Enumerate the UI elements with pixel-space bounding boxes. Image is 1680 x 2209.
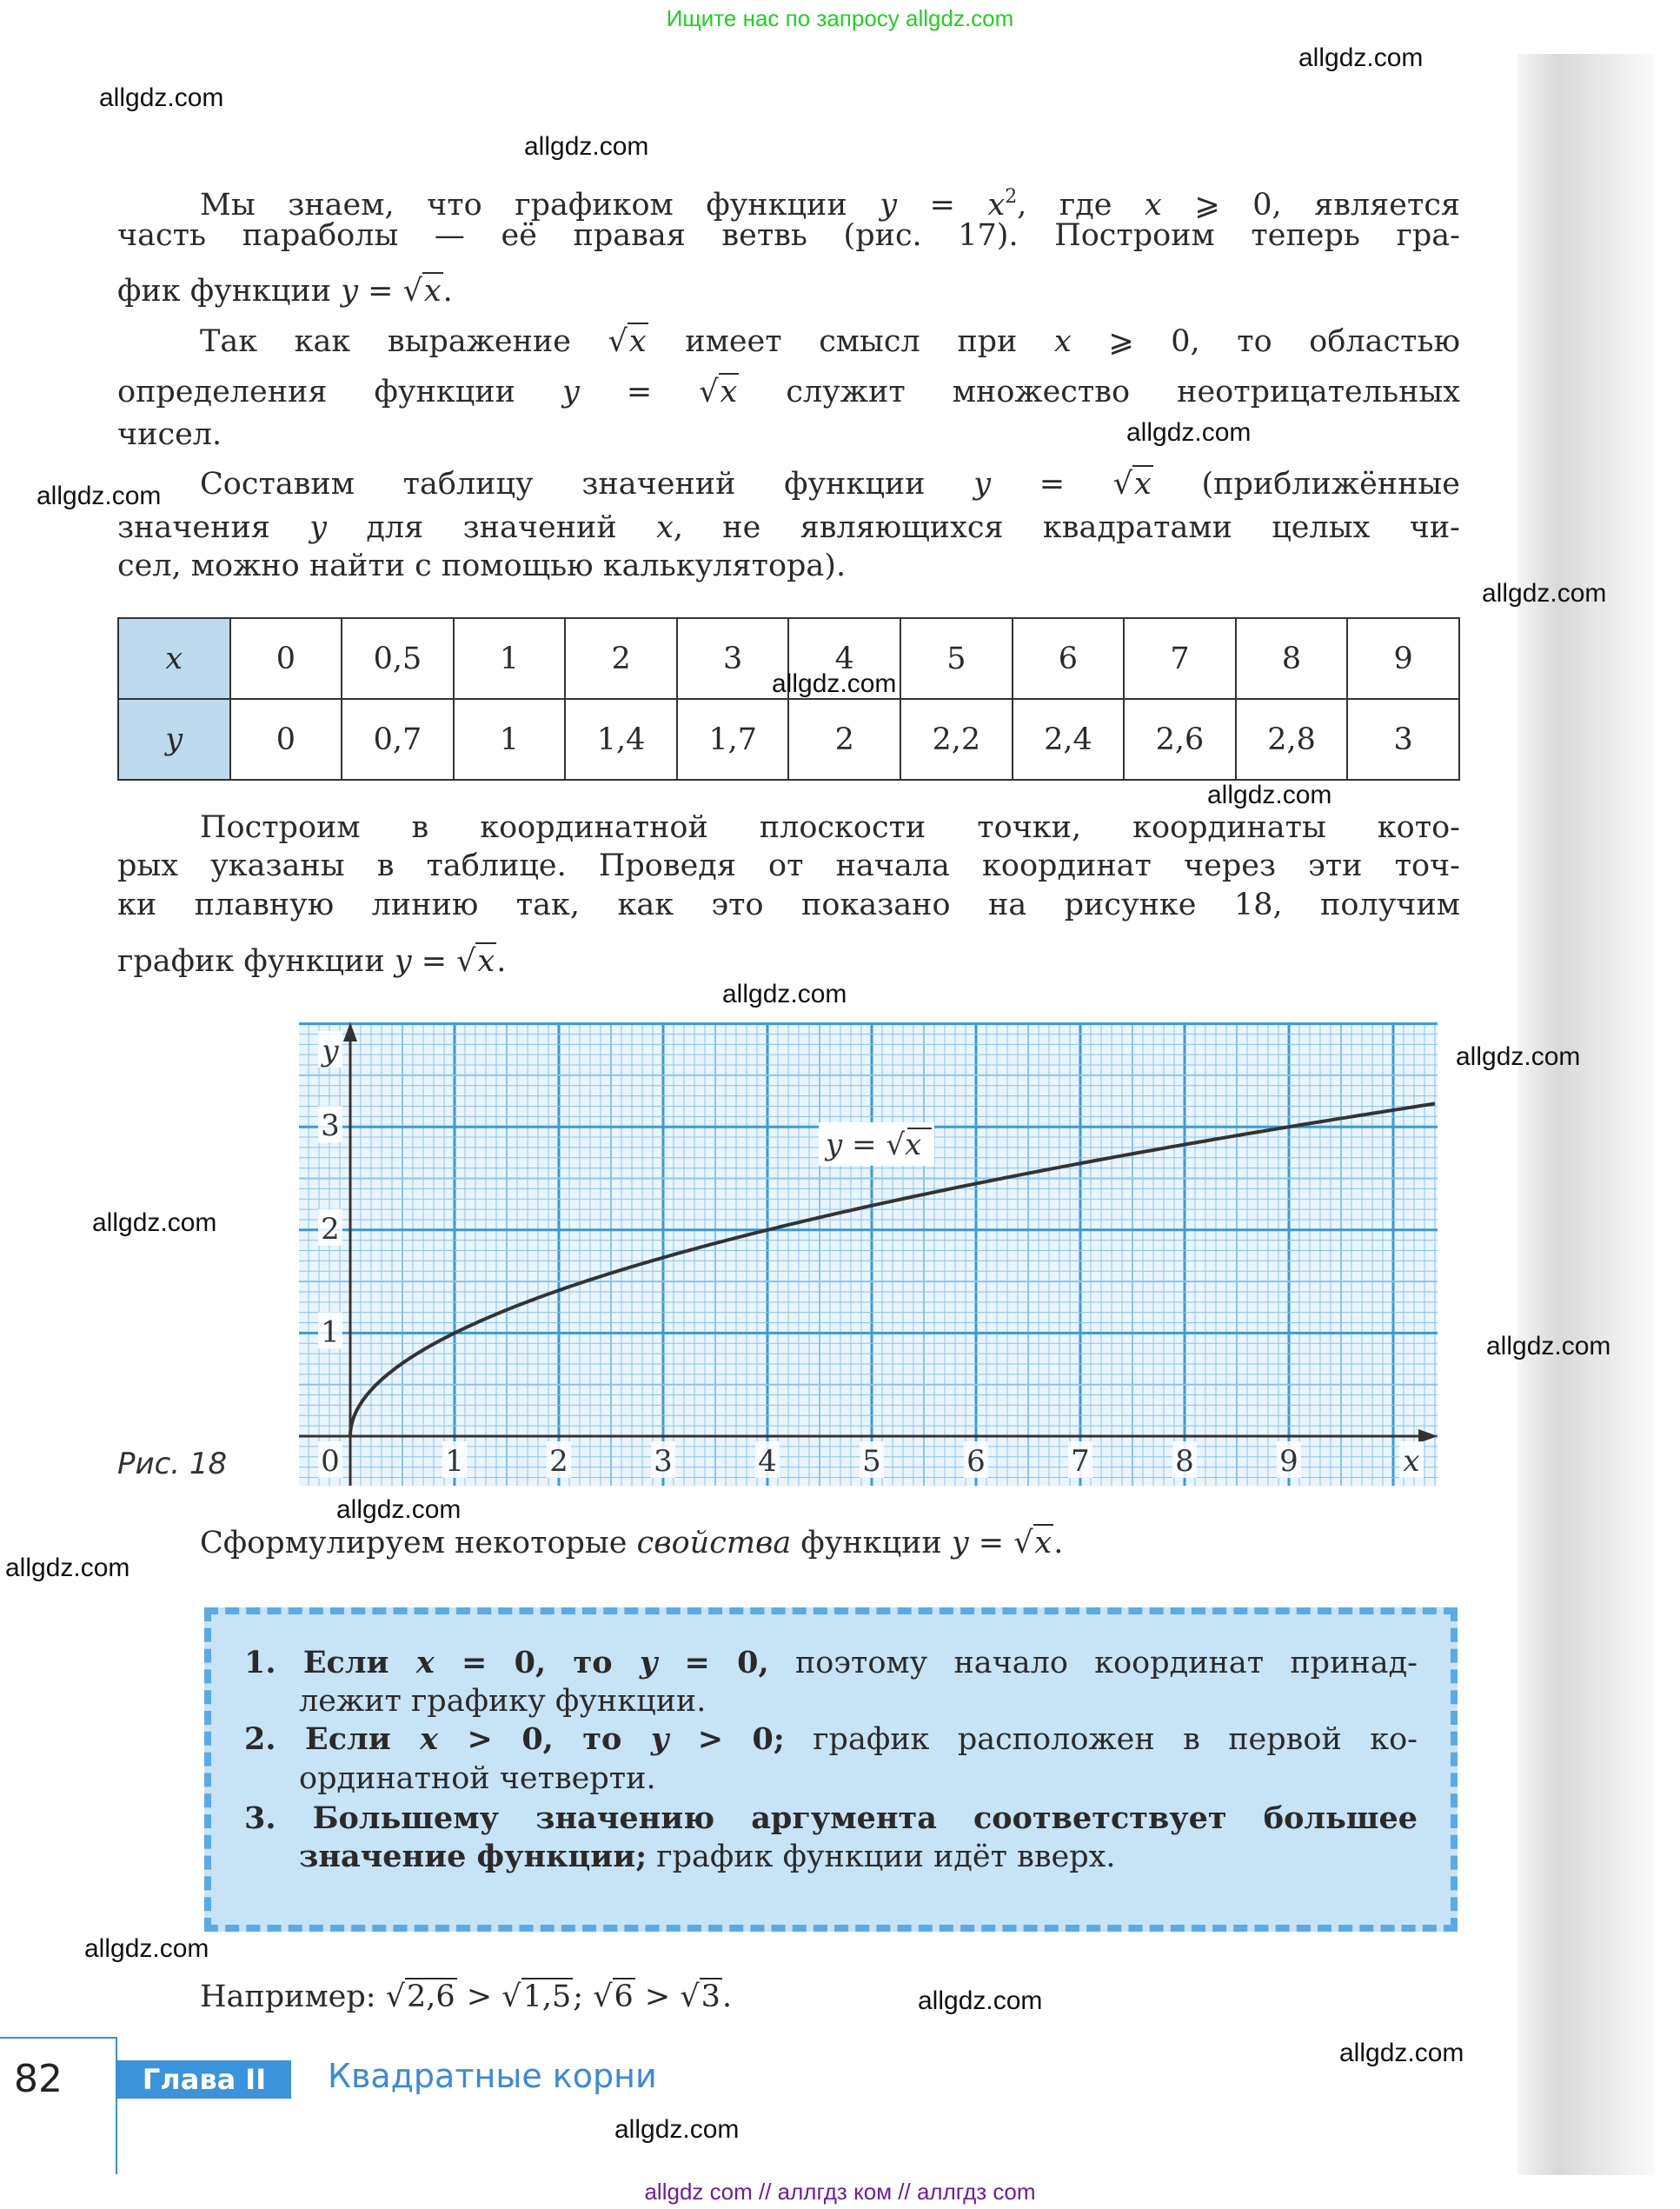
x-tick-label: 4 bbox=[758, 1444, 777, 1479]
text-run: Сформулируем некоторые bbox=[200, 1526, 637, 1560]
top-ad-text[interactable]: Ищите нас по запросу allgdz.com bbox=[666, 5, 1014, 31]
text-run: график расположен в первой ко- bbox=[784, 1722, 1418, 1757]
math-var: y bbox=[973, 467, 991, 502]
radicand: x bbox=[1134, 467, 1152, 502]
math-var: x bbox=[1145, 188, 1162, 223]
chapter-title: Квадратные корни bbox=[328, 2057, 657, 2095]
table-cell-x: 2 bbox=[565, 618, 677, 699]
text-run: > bbox=[456, 1979, 502, 2014]
text-run: ⩾ 0, является bbox=[1161, 188, 1461, 223]
text-run: , где bbox=[1017, 188, 1145, 223]
footer-divider-vertical bbox=[116, 2037, 117, 2174]
text-run: (приближённые bbox=[1152, 467, 1461, 502]
text-run: поэтому начало координат принад- bbox=[768, 1646, 1418, 1680]
sqrt-expression bbox=[403, 270, 443, 312]
text-run: ; bbox=[573, 1979, 594, 2014]
bold-text: = 0, то bbox=[434, 1645, 640, 1680]
text-line bbox=[117, 371, 1460, 413]
radicand: x bbox=[720, 375, 738, 409]
text-run: = bbox=[411, 944, 457, 979]
watermark-text[interactable]: allgdz.com bbox=[1482, 579, 1607, 608]
table-cell-x: 3 bbox=[677, 618, 789, 699]
math-var: y bbox=[880, 188, 898, 223]
text-run: чисел. bbox=[117, 417, 222, 452]
bold-text: > 0, то bbox=[438, 1721, 651, 1757]
curve-label-part: y bbox=[826, 1128, 843, 1162]
bold-text: 2. Если bbox=[244, 1721, 421, 1757]
table-cell-y: 1,7 bbox=[677, 699, 789, 780]
bold-text: > 0; bbox=[668, 1721, 785, 1757]
property-line bbox=[299, 1758, 1418, 1800]
text-run: ки плавную линию так, как это показано на рисунке 18, получим bbox=[117, 888, 1460, 922]
text-run: сел, можно найти с помощью калькулятора). bbox=[117, 549, 847, 583]
math-var: y bbox=[341, 274, 358, 309]
bold-text: значение функции; bbox=[299, 1839, 647, 1874]
table-cell-y: 1 bbox=[454, 699, 566, 780]
text-line bbox=[117, 807, 1460, 848]
text-run: для значений bbox=[327, 510, 657, 545]
x-tick-label: 2 bbox=[549, 1444, 568, 1479]
text-run: = bbox=[991, 467, 1113, 502]
sqrt-expression bbox=[1013, 1522, 1053, 1564]
watermark-text[interactable]: allgdz.com bbox=[524, 132, 649, 161]
watermark-text[interactable]: allgdz.com bbox=[92, 1208, 217, 1237]
bold-text: 1. Если bbox=[244, 1645, 416, 1680]
text-line bbox=[117, 321, 1460, 363]
text-run: рых указаны в таблице. Проведя от начала координат через эти точ- bbox=[117, 848, 1460, 883]
table-cell-y: 0,7 bbox=[342, 699, 454, 780]
text-line bbox=[117, 941, 1460, 982]
table-cell-y: 3 bbox=[1347, 699, 1459, 780]
watermark-text[interactable]: allgdz.com bbox=[1207, 781, 1332, 809]
table-cell-x: 5 bbox=[900, 618, 1013, 699]
x-tick-label: 8 bbox=[1175, 1444, 1194, 1479]
table-cell-y: 2,6 bbox=[1124, 699, 1236, 780]
property-line bbox=[299, 1680, 1418, 1722]
sqrt-expression bbox=[501, 1976, 573, 2018]
text-run: = bbox=[968, 1526, 1014, 1560]
text-run: значения bbox=[117, 510, 310, 545]
table-row-y bbox=[118, 699, 1459, 780]
watermark-text[interactable]: allgdz.com bbox=[772, 669, 897, 698]
sqrt-expression bbox=[699, 371, 739, 413]
text-run: фик функции bbox=[117, 274, 342, 309]
math-var: y bbox=[309, 510, 328, 545]
text-line bbox=[117, 414, 1460, 456]
text-run: = bbox=[579, 375, 700, 409]
radicand: x bbox=[477, 944, 495, 979]
x-tick-label: 9 bbox=[1279, 1444, 1298, 1479]
math-var: x bbox=[656, 510, 674, 545]
radical-sign-icon: √ bbox=[385, 1979, 406, 2014]
math-var: y bbox=[394, 944, 412, 979]
radicand: x bbox=[423, 274, 442, 309]
radicand: 3 bbox=[701, 1979, 720, 2014]
table-header-x: x bbox=[118, 618, 230, 699]
sqrt-graph bbox=[299, 1022, 1438, 1486]
example-line bbox=[117, 1976, 1460, 2018]
y-axis-label: y bbox=[322, 1034, 339, 1068]
table-cell-x: 8 bbox=[1236, 618, 1348, 699]
values-table bbox=[117, 617, 1460, 781]
text-run: график функции идёт вверх. bbox=[647, 1840, 1116, 1874]
text-run: Составим таблицу значений функции bbox=[200, 467, 974, 502]
radical-sign-icon: √ bbox=[402, 274, 422, 309]
x-tick-label: 6 bbox=[966, 1444, 986, 1479]
figure-caption: Рис. 18 bbox=[117, 1447, 228, 1481]
watermark-text[interactable]: allgdz.com bbox=[99, 83, 224, 112]
text-run: Построим в координатной плоскости точки, координаты кото- bbox=[200, 810, 1460, 845]
watermark-text[interactable]: allgdz.com bbox=[84, 1934, 209, 1963]
property-line bbox=[244, 1798, 1418, 1840]
text-line bbox=[117, 507, 1460, 549]
y-tick-label: 1 bbox=[321, 1314, 340, 1350]
property-line bbox=[244, 1719, 1418, 1760]
page-edge-shadow bbox=[1517, 54, 1655, 2175]
footer-divider bbox=[0, 2037, 117, 2039]
text-line bbox=[117, 545, 1460, 587]
table-cell-x: 7 bbox=[1124, 618, 1236, 699]
table-cell-x: 9 bbox=[1347, 618, 1459, 699]
y-tick-label: 3 bbox=[321, 1108, 340, 1144]
text-run: . bbox=[442, 274, 453, 309]
text-run: ⩾ 0, то областью bbox=[1071, 324, 1460, 359]
math-var: x bbox=[1053, 324, 1072, 359]
text-run: Так как выражение bbox=[200, 324, 608, 359]
sqrt-expression bbox=[386, 1976, 457, 2018]
table-cell-y: 2,8 bbox=[1236, 699, 1348, 780]
text-run: . bbox=[1053, 1526, 1064, 1560]
sqrt-expression bbox=[593, 1976, 635, 2018]
radicand: 6 bbox=[614, 1979, 634, 2014]
text-run: ординатной четверти. bbox=[299, 1761, 656, 1796]
radical-sign-icon: √ bbox=[456, 944, 476, 979]
x-tick-label: 3 bbox=[654, 1444, 673, 1479]
table-cell-y: 2 bbox=[788, 699, 900, 780]
curve-label-part: x bbox=[905, 1128, 922, 1162]
text-line bbox=[117, 215, 1460, 256]
table-cell-x: 0 bbox=[230, 618, 342, 699]
property-line bbox=[244, 1642, 1418, 1684]
watermark-text[interactable]: allgdz.com bbox=[722, 980, 847, 1008]
table-cell-x: 6 bbox=[1013, 618, 1125, 699]
text-run: Например: bbox=[200, 1979, 386, 2014]
bold-math-var: y bbox=[639, 1645, 658, 1680]
text-run: служит множество неотрицательных bbox=[739, 375, 1460, 409]
text-run: имеет смысл при bbox=[647, 324, 1054, 359]
superscript: 2 bbox=[1005, 186, 1018, 208]
watermark-text[interactable]: allgdz.com bbox=[336, 1495, 462, 1524]
math-var: y bbox=[561, 375, 580, 409]
radicand: x bbox=[628, 324, 647, 359]
sqrt-expression bbox=[456, 941, 496, 982]
radical-sign-icon: √ bbox=[680, 1979, 700, 2014]
radicand: 2,6 bbox=[407, 1979, 455, 2014]
text-run: график функции bbox=[117, 944, 395, 979]
radical-sign-icon: √ bbox=[501, 1979, 521, 2014]
watermark-text[interactable]: allgdz.com bbox=[37, 482, 162, 510]
table-cell-y: 2,2 bbox=[900, 699, 1013, 780]
watermark-text[interactable]: allgdz.com bbox=[5, 1554, 130, 1582]
radical-sign-icon: √ bbox=[608, 324, 628, 359]
radical-sign-icon: √ bbox=[593, 1979, 613, 2014]
bold-math-var: x bbox=[420, 1721, 439, 1757]
radicand: 1,5 bbox=[522, 1979, 572, 2014]
text-run: лежит графику функции. bbox=[299, 1684, 707, 1719]
watermark-text[interactable]: allgdz.com bbox=[918, 1986, 1043, 2015]
watermark-text[interactable]: allgdz.com bbox=[1298, 43, 1424, 72]
curve-label-part: = bbox=[842, 1128, 886, 1162]
radicand: x bbox=[1034, 1526, 1052, 1560]
text-run: часть параболы — её правая ветвь (рис. 17). Построим теперь гра- bbox=[117, 218, 1460, 253]
math-var: свойства bbox=[636, 1526, 792, 1560]
table-cell-x: 0,5 bbox=[342, 618, 454, 699]
math-var: y bbox=[951, 1526, 969, 1560]
table-cell-x: 1 bbox=[454, 618, 566, 699]
watermark-text[interactable]: allgdz.com bbox=[1456, 1042, 1581, 1071]
radical-sign-icon: √ bbox=[699, 375, 719, 409]
x-tick-label: 1 bbox=[445, 1444, 464, 1479]
x-tick-label: 7 bbox=[1071, 1444, 1090, 1479]
text-run: , не являющихся квадратами целых чи- bbox=[673, 510, 1460, 545]
text-run: определения функции bbox=[117, 375, 562, 409]
text-run: . bbox=[496, 944, 507, 979]
origin-label: 0 bbox=[321, 1444, 340, 1479]
watermark-text[interactable]: allgdz.com bbox=[1486, 1332, 1611, 1361]
curve-label-part: √ bbox=[886, 1128, 905, 1162]
math-var: x bbox=[987, 188, 1006, 223]
bottom-ad-text[interactable]: allgdz com // аллгдз ком // аллгдз com bbox=[644, 2179, 1036, 2205]
chapter-badge: Глава II bbox=[117, 2060, 291, 2099]
sqrt-expression bbox=[608, 321, 648, 363]
property-line bbox=[299, 1836, 1418, 1878]
bold-math-var: x bbox=[415, 1645, 435, 1680]
table-header-y: y bbox=[118, 699, 230, 780]
x-tick-label: 5 bbox=[862, 1444, 881, 1479]
text-line bbox=[117, 845, 1460, 887]
bold-math-var: y bbox=[650, 1721, 669, 1757]
graph-background bbox=[299, 1022, 1438, 1486]
watermark-text[interactable]: allgdz.com bbox=[614, 2115, 740, 2144]
bold-text: = 0, bbox=[657, 1645, 769, 1680]
text-line bbox=[117, 1522, 1460, 1564]
radical-sign-icon: √ bbox=[1013, 1526, 1033, 1560]
watermark-text[interactable]: allgdz.com bbox=[1339, 2039, 1464, 2067]
table-cell-y: 0 bbox=[230, 699, 342, 780]
text-run: функции bbox=[791, 1526, 952, 1560]
sqrt-expression bbox=[680, 1976, 722, 2018]
text-line bbox=[117, 463, 1460, 505]
text-run: Мы знаем, что графиком функции bbox=[200, 188, 880, 223]
table-cell-y: 2,4 bbox=[1013, 699, 1125, 780]
text-run: = bbox=[357, 274, 403, 309]
text-line bbox=[117, 270, 1460, 312]
text-line bbox=[117, 884, 1460, 926]
watermark-text[interactable]: allgdz.com bbox=[1126, 418, 1252, 447]
table-cell-y: 1,4 bbox=[565, 699, 677, 780]
x-axis-label: x bbox=[1403, 1444, 1420, 1479]
curve-label bbox=[824, 1128, 921, 1162]
text-run: . bbox=[721, 1979, 733, 2014]
text-run: > bbox=[634, 1979, 681, 2014]
text-run: = bbox=[897, 188, 988, 223]
y-tick-label: 2 bbox=[321, 1211, 340, 1247]
radical-sign-icon: √ bbox=[1112, 467, 1133, 502]
bold-text: 3. Большему значению аргумента соответствует большее bbox=[244, 1800, 1418, 1836]
sqrt-expression bbox=[1113, 463, 1153, 505]
page-number: 82 bbox=[14, 2057, 63, 2101]
table-cell-x: 4 bbox=[788, 618, 900, 699]
